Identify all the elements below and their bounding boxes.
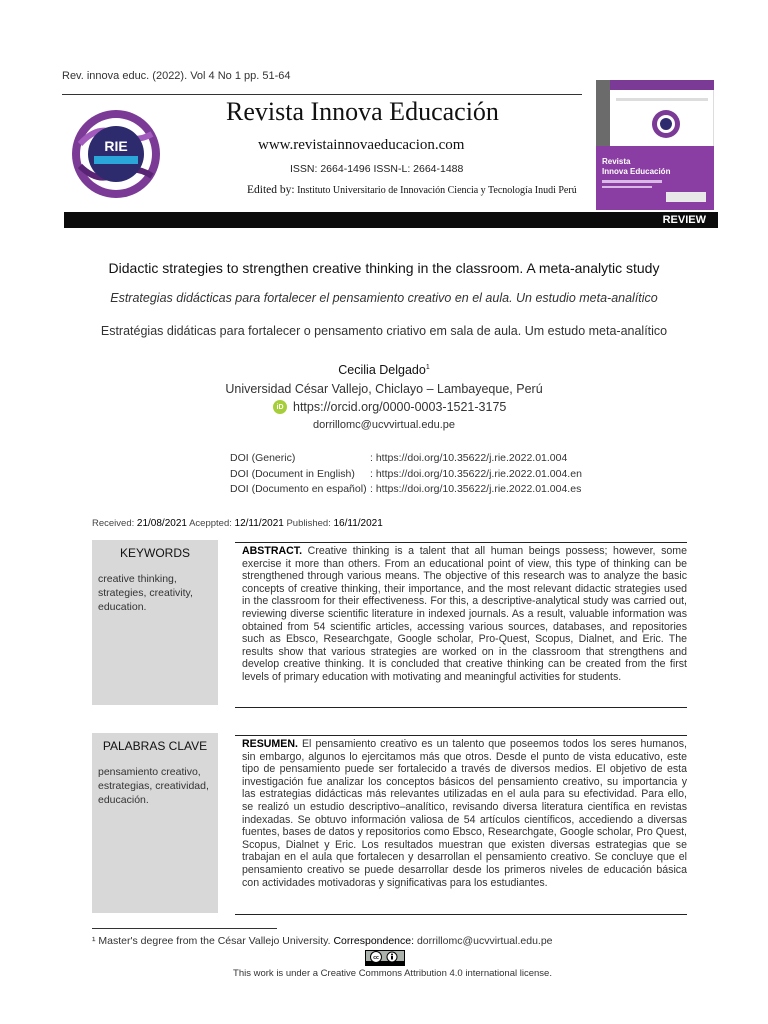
abstract-box [235, 542, 687, 708]
edited-by [247, 184, 577, 196]
abstract [242, 545, 687, 684]
edited-institution: Instituto Universitario de Innovación Ciencia y Tecnología Inudi Perú [297, 185, 577, 196]
published-date: 16/11/2021 [333, 518, 383, 529]
correspondence-label: Correspondence: [333, 935, 415, 947]
footnote-text: ¹ Master's degree from the César Vallejo University. [92, 935, 331, 947]
doi-row [230, 482, 582, 498]
resumen-text: El pensamiento creativo es un talento que poseemos todos los seres humanos, sin embargo, algunos lo ejercitamos más que otros. Desde el punto de vista educativo, este tipo de pensamiento puede ser fortalecido a través de diversos medios. El objetivo de esta investigación fue analizar los conceptos básicos del pensamiento creativo, su importancia y las estrategias didácticas más relevantes utilizadas en el aula para su efectividad. Para ello, se realizó un estudio descriptivo–analítico, revisando diversa literatura científica en revistas indexadas. Se obtuvo información valiosa de 54 artículos científicos, accediendo a diversas fuentes, bases de datos y repositorios como Ebsco, Researchgate, Google scholar, Pro Quest, Scopus, Dialnet y Eric. Los resultados muestran que existen diversas estrategias que se trabajan en el aula que fortalecen y desarrollan el pensamiento creativo. Se concluye que el pensamiento creativo se puede desarrollar desde los primeros niveles de educación básica con actividades motivadoras y significativas para los estudiantes. [242, 738, 687, 889]
resumen [242, 738, 687, 889]
author-footnote-mark: 1 [425, 363, 430, 371]
abstract-text: Creative thinking is a talent that all human beings possess; however, some exercise it more than others. From an educational point of view, this type of thinking can be strengthened through various means. The objective of this research was to analyze the basic concepts of creative thinking, their importance, and the most relevant didactic strategies used in the classroom for their effectiveness. For this, a descriptive-analytical study was carried out, reviewing diverse scientific literature in indexed journals. As a result, valuable information was obtained from 54 scientific articles, accessing various sources, databases, and repositories such as Ebsco, Researchgate, Google scholar, Pro-Quest, Scopus, Dialnet, and Eric. The results show that various strategies are worked on in the classroom that strengthens and develop creative thinking. It is concluded that creative thinking can be created from the first levels of primary education with motivating and meaningful activities for students. [242, 545, 687, 683]
doi-value[interactable]: : https://doi.org/10.35622/j.rie.2022.01.004.en [370, 467, 582, 480]
accepted-date: 12/11/2021 [234, 518, 284, 529]
title-english: Didactic strategies to strengthen creative thinking in the classroom. A meta-analytic study [108, 260, 660, 276]
edited-label: Edited by: [247, 184, 295, 196]
abstract-label: ABSTRACT. [242, 545, 303, 557]
citation: Rev. innova educ. (2022). Vol 4 No 1 pp. 51-64 [62, 70, 291, 82]
palabras-clave-box [92, 733, 218, 913]
journal-url[interactable]: www.revistainnovaeducacion.com [258, 137, 465, 153]
resumen-label: RESUMEN. [242, 738, 298, 750]
svg-text:Revista: Revista [602, 157, 631, 166]
svg-text:Innova Educación: Innova Educación [602, 167, 671, 176]
header-rule [62, 94, 582, 95]
title-spanish: Estrategias didácticas para fortalecer el pensamiento creativo en el aula. Un estudio meta-analítico [110, 291, 658, 305]
svg-text:RIE: RIE [104, 138, 128, 154]
orcid-line [273, 400, 506, 414]
issn: ISSN: 2664-1496 ISSN-L: 2664-1488 [290, 163, 464, 175]
journal-cover [596, 80, 714, 210]
keywords-heading: KEYWORDS [119, 546, 190, 560]
author-name [0, 363, 768, 377]
doi-row [230, 467, 582, 483]
correspondence-email[interactable]: dorrillomc@ucvvirtual.edu.pe [416, 935, 553, 947]
keywords-box [92, 540, 218, 705]
rie-logo [68, 104, 164, 204]
doi-row [230, 451, 582, 467]
journal-title: Revista Innova Educación [226, 97, 499, 126]
svg-text:cc: cc [373, 955, 379, 961]
footnote [92, 935, 553, 947]
palabras-clave-list: pensamiento creativo, estrategias, creatividad, educación. [98, 766, 209, 806]
received-label: Received: [92, 518, 135, 529]
article-dates [92, 518, 383, 529]
title-portuguese: Estratégias didáticas para fortalecer o pensamento criativo em sala de aula. Um estudo meta-analítico [100, 324, 668, 338]
license-text: This work is under a Creative Commons Attribution 4.0 international license. [233, 968, 552, 979]
orcid-icon: iD [273, 400, 287, 414]
section-band [64, 212, 718, 228]
palabras-clave-heading: PALABRAS CLAVE [102, 739, 208, 753]
doi-label: DOI (Document in English) [230, 467, 355, 480]
creative-commons-icon[interactable] [365, 950, 405, 966]
doi-table [230, 451, 582, 498]
author-email[interactable]: dorrillomc@ucvvirtual.edu.pe [312, 419, 455, 431]
keywords-list: creative thinking, strategies, creativity, education. [98, 573, 193, 613]
accepted-label: Aceppted: [189, 518, 232, 529]
orcid-link[interactable]: https://orcid.org/0000-0003-1521-3175 [293, 400, 507, 414]
section-tag: REVIEW [662, 214, 706, 226]
received-date: 21/08/2021 [136, 518, 187, 529]
affiliation: Universidad César Vallejo, Chiclayo – Lambayeque, Perú [225, 382, 543, 396]
doi-value[interactable]: : https://doi.org/10.35622/j.rie.2022.01.004.es [370, 483, 582, 495]
doi-value[interactable]: : https://doi.org/10.35622/j.rie.2022.01.004 [370, 452, 568, 464]
doi-label: DOI (Documento en español) [230, 483, 367, 495]
published-label: Published: [286, 518, 331, 529]
doi-label: DOI (Generic) [230, 452, 296, 464]
resumen-box [235, 735, 687, 915]
footnote-rule [92, 928, 277, 929]
author-text: Cecilia Delgado [338, 363, 426, 377]
